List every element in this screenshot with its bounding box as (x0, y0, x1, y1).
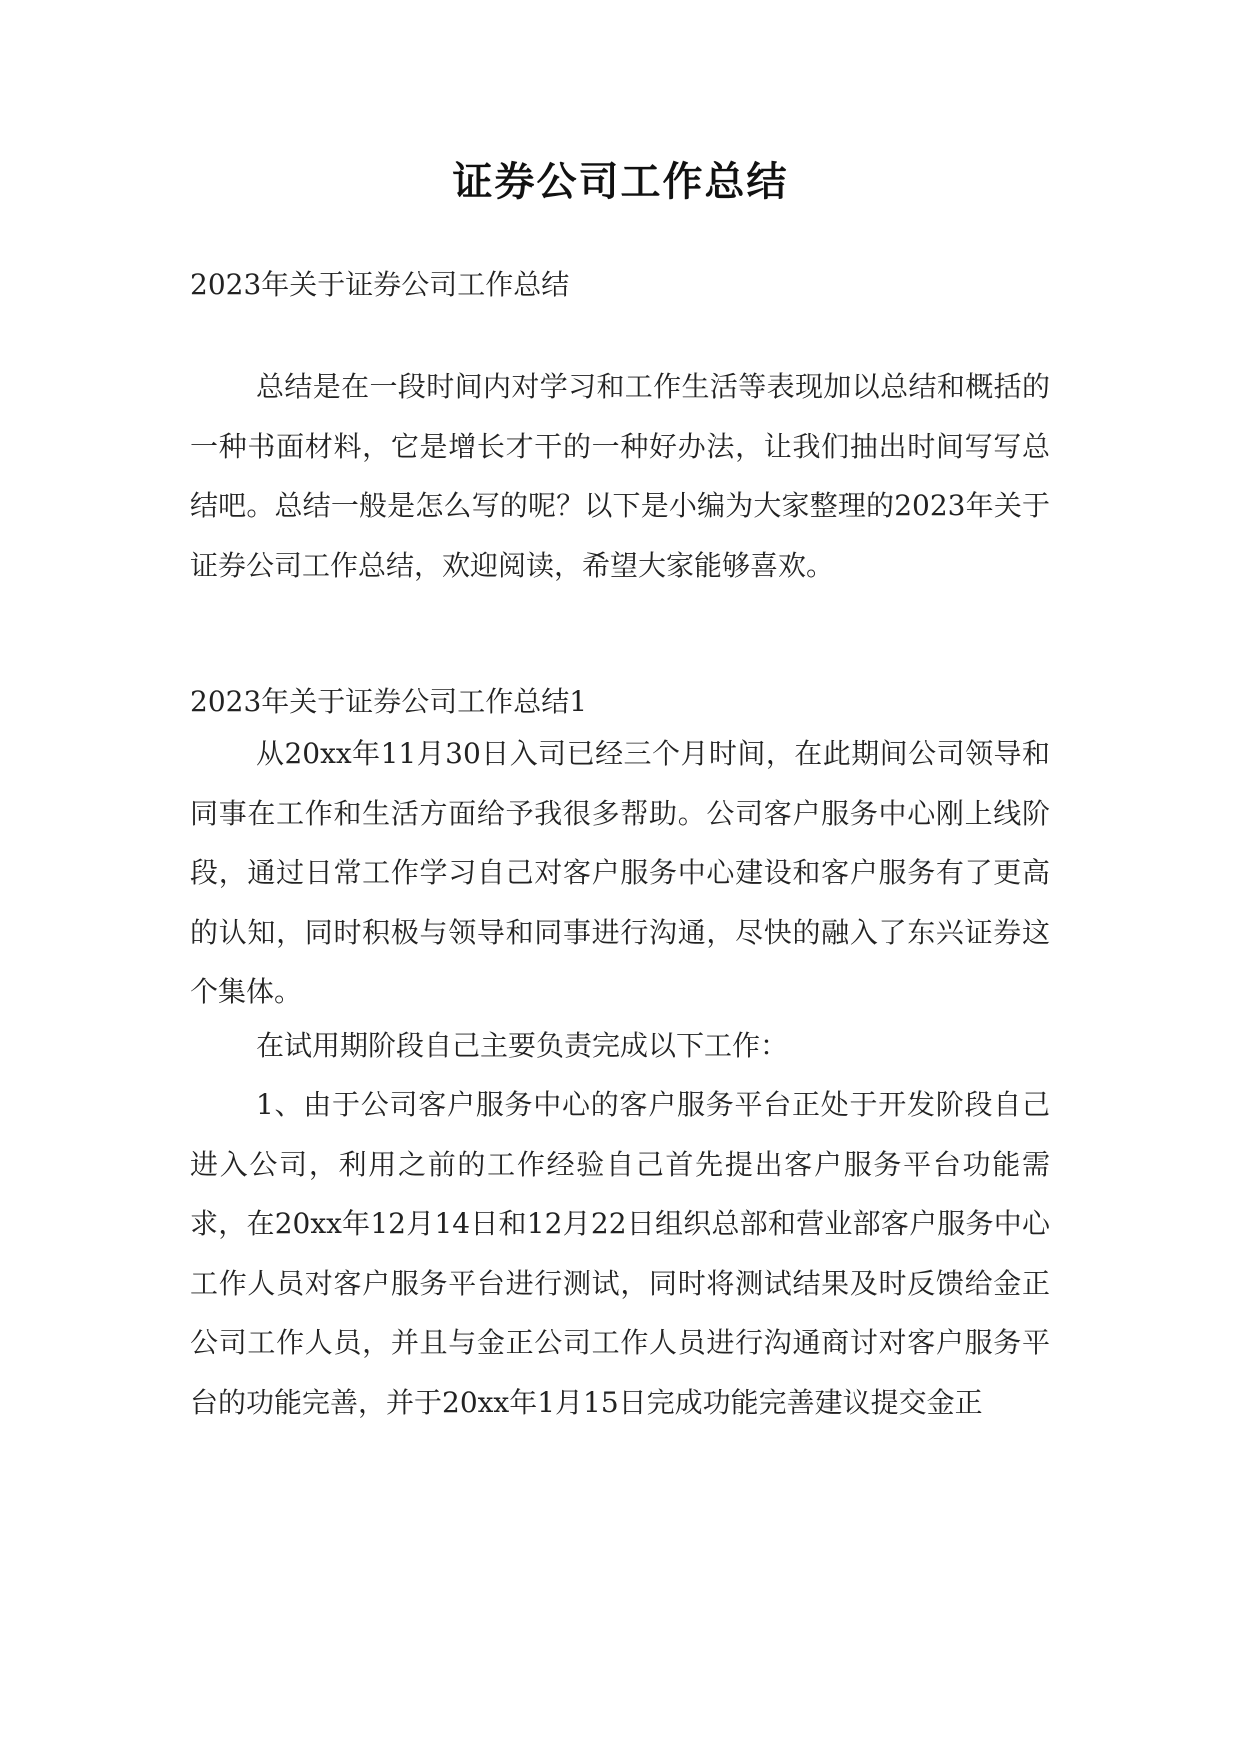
document-subtitle: 2023年关于证券公司工作总结 (190, 268, 570, 301)
body-paragraph-2: 在试用期阶段自己主要负责完成以下工作： (256, 1029, 789, 1062)
intro-paragraph: 总结是在一段时间内对学习和工作生活等表现加以总结和概括的一种书面材料，它是增长才干的一种好办法，让我们抽出时间写写总结吧。总结一般是怎么写的呢？以下是小编为大家整理的2023年关于证券公司工作总结，欢迎阅读，希望大家能够喜欢。 (190, 370, 1050, 582)
section-heading: 2023年关于证券公司工作总结1 (190, 685, 588, 718)
document-title: 证券公司工作总结 (452, 159, 789, 205)
body-paragraph-3: 1、由于公司客户服务中心的客户服务平台正处于开发阶段自己进入公司，利用之前的工作经验自己首先提出客户服务平台功能需求，在20xx年12月14日和12月22日组织总部和营业部客户服务中心工作人员对客户服务平台进行测试，同时将测试结果及时反馈给金正公司工作人员，并且与金正公司工作人员进行沟通商讨对客户服务平台的功能完善，并于20xx年1月15日完成功能完善建议提交金正 (190, 1088, 1050, 1419)
body-paragraph-1: 从20xx年11月30日入司已经三个月时间，在此期间公司领导和同事在工作和生活方面给予我很多帮助。公司客户服务中心刚上线阶段，通过日常工作学习自己对客户服务中心建设和客户服务有了更高的认知，同时积极与领导和同事进行沟通，尽快的融入了东兴证券这个集体。 (190, 737, 1050, 1008)
